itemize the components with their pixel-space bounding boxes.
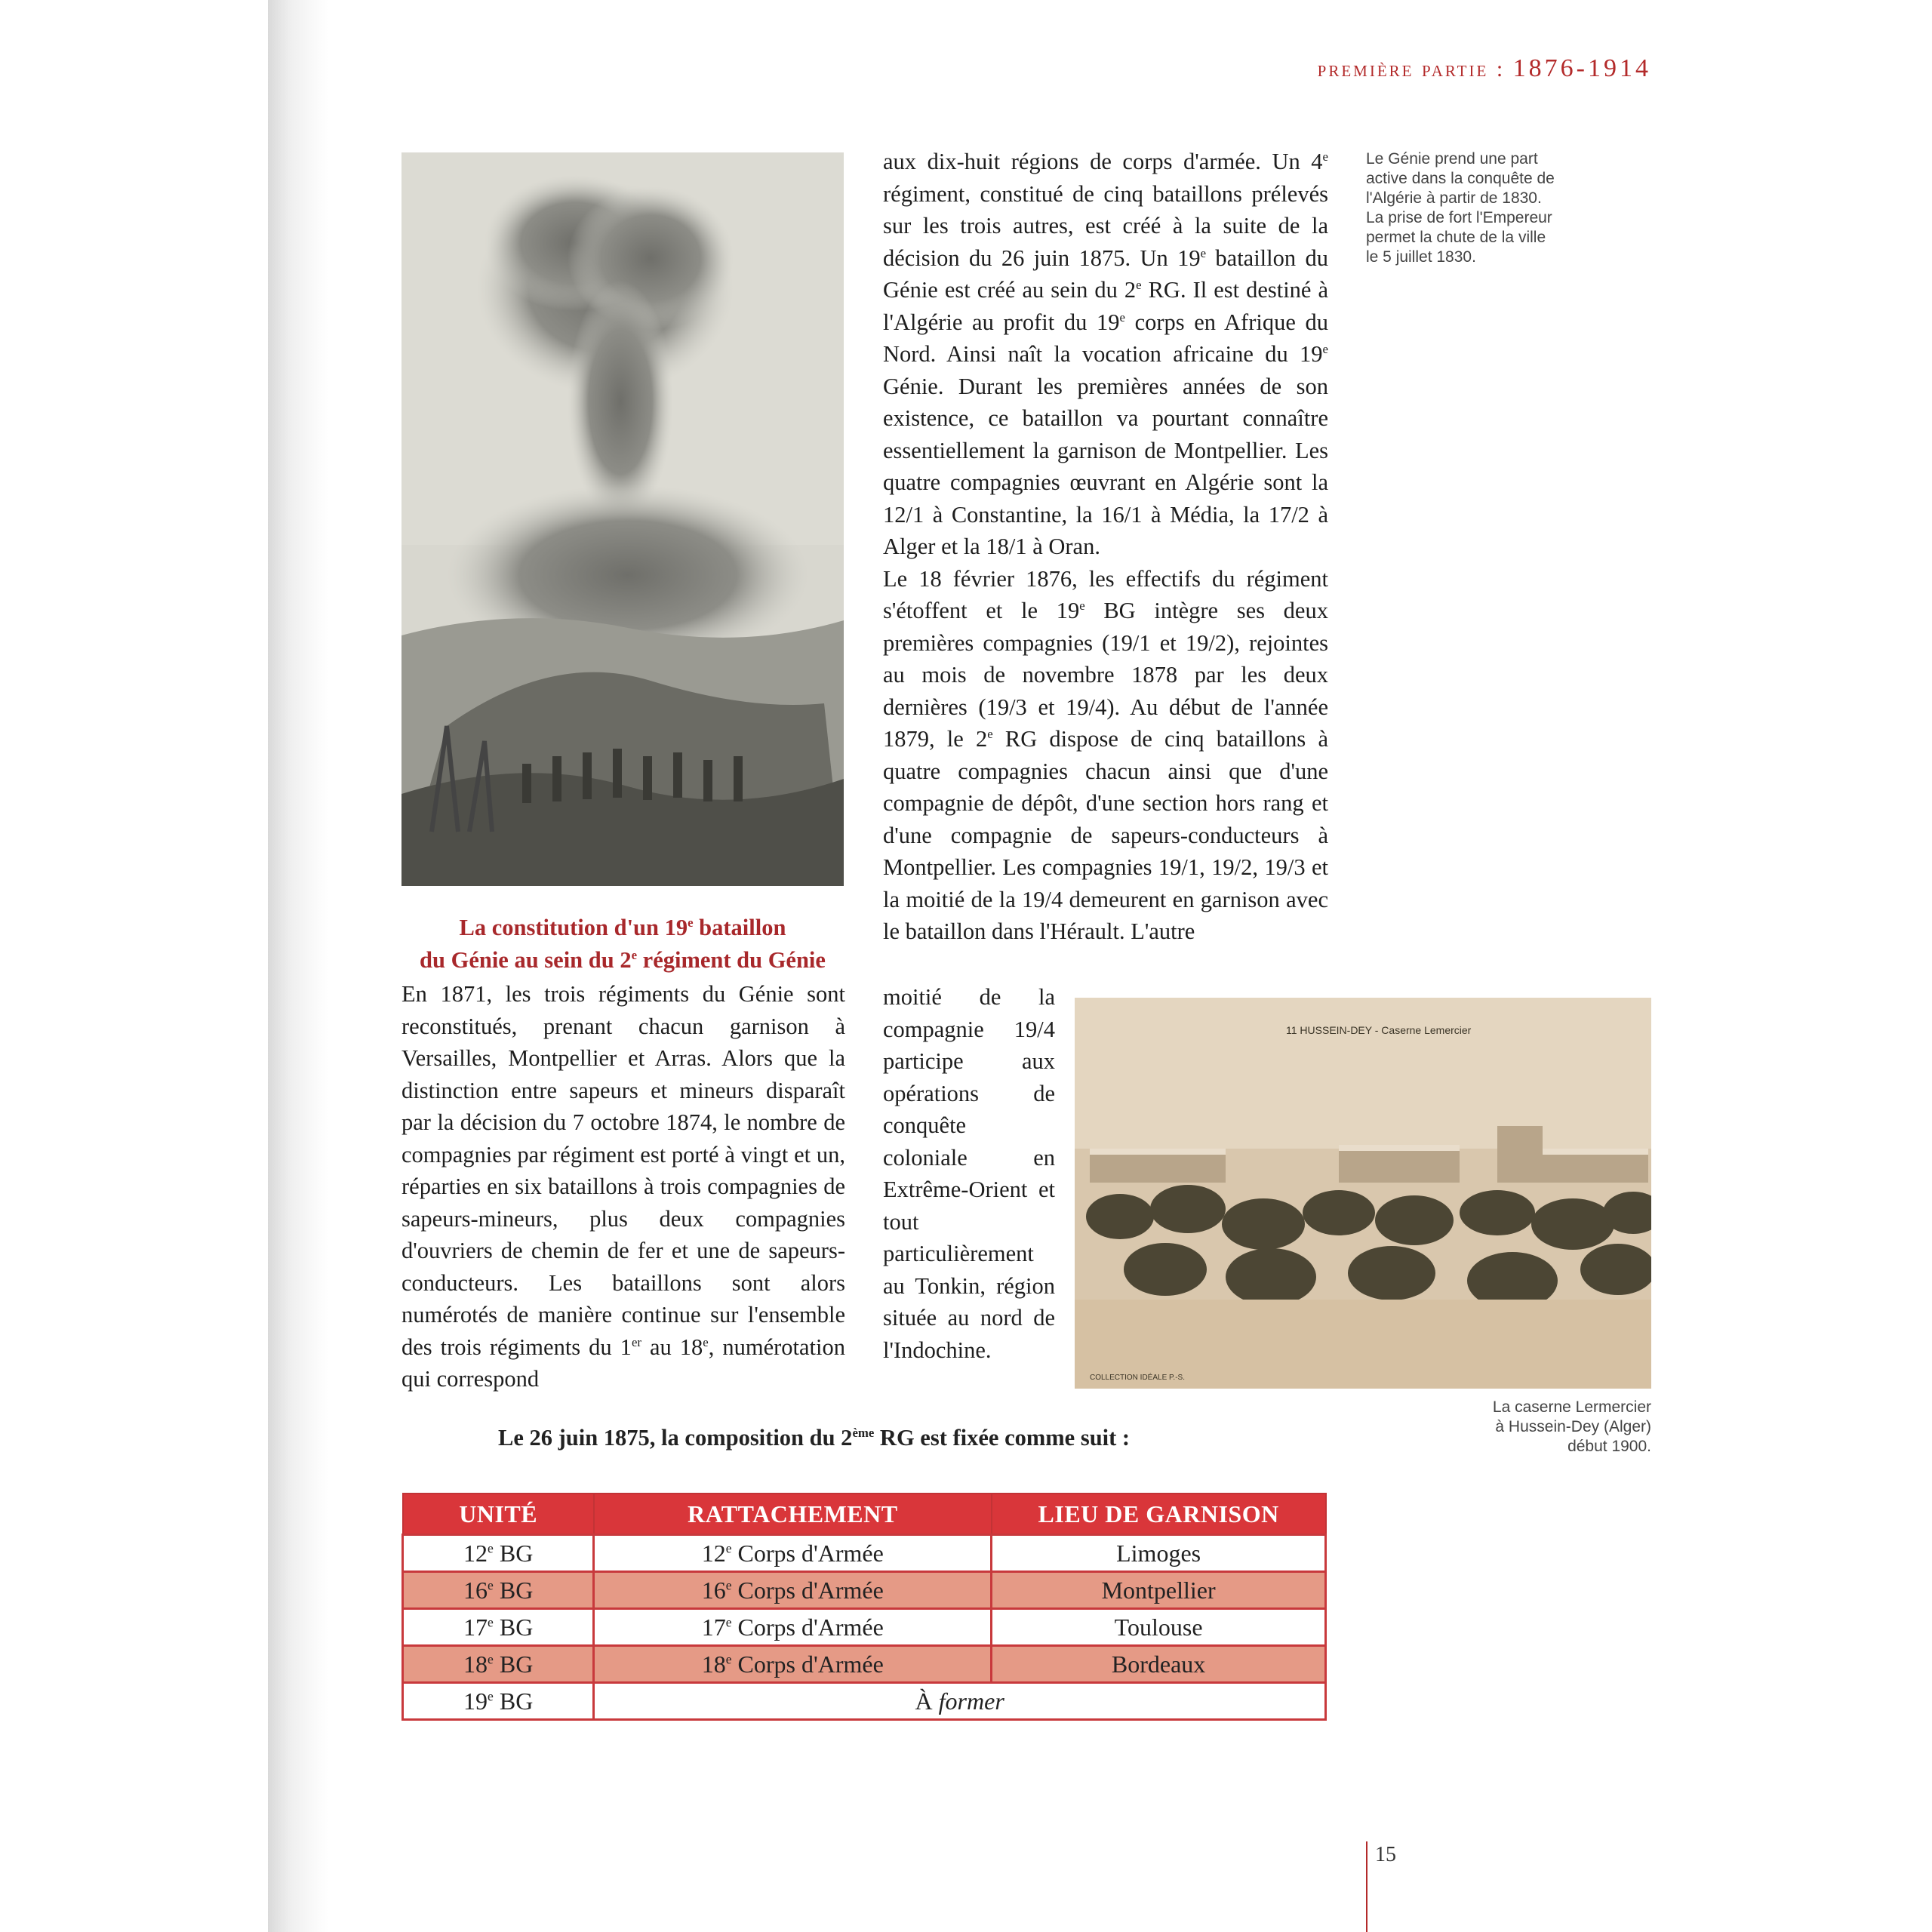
folio-rule xyxy=(1366,1841,1367,1932)
place-cell: Montpellier xyxy=(992,1572,1326,1609)
postcard-footer: COLLECTION IDÉALE P.-S. xyxy=(1090,1374,1185,1382)
page-number: 15 xyxy=(1375,1843,1396,1866)
running-head xyxy=(1318,54,1651,83)
caption-line: permet la chute de la ville xyxy=(1366,229,1546,246)
running-head-part: première partie : xyxy=(1317,57,1513,82)
corps-cell: 16e Corps d'Armée xyxy=(594,1572,992,1609)
column-header: UNITÉ xyxy=(403,1494,594,1535)
body-paragraph: aux dix-huit régions de corps d'armée. Un 4e régiment, constitué de cinq bataillons prélevés sur les trois autres, est créé à la suite de la décision du 26 juin 1875. Un 19e bataillon du Génie est créé au sein du 2e RG. Il est destiné à l'Algérie au profit du 19e corps en Afrique du Nord. Ainsi naît la vocation africaine du 19e Génie. Durant les premières années de son existence, ce bataillon va pourtant connaître essentiellement la garnison de Montpellier. Les quatre compagnies œuvrant en Algérie sont la 12/1 à Constantine, la 16/1 à Média, la 17/2 à Alger et la 18/1 à Oran. xyxy=(883,149,1328,559)
body-paragraph: moitié de la compagnie 19/4 participe aux opérations de conquête coloniale en Extrême-Orient et tout particulièrement au Tonkin, région située au nord de l'Indochine. xyxy=(883,984,1055,1363)
caption-line: l'Algérie à partir de 1830. xyxy=(1366,189,1542,207)
place-cell: Limoges xyxy=(992,1535,1326,1572)
table-header-row xyxy=(403,1494,1326,1535)
body-paragraph: En 1871, les trois régiments du Génie sont reconstitués, prenant chacun garnison à Versailles, Montpellier et Arras. Alors que la distinction entre sapeurs et mineurs disparaît par la décision du 7 octobre 1874, le nombre de compagnies par régiment est porté à vingt et un, réparties en six bataillons à trois compagnies de sapeurs-mineurs, plus deux compagnies d'ouvriers de chemin de fer et une de sapeurs-conducteurs. Les bataillons sont alors numérotés de manière continue sur l'ensemble des trois régiments du 1er au 18e, numérotation qui correspond xyxy=(401,981,845,1392)
corps-cell: 17e Corps d'Armée xyxy=(594,1609,992,1646)
caption-line: début 1900. xyxy=(1567,1438,1651,1455)
unit-cell: 19e BG xyxy=(403,1683,594,1720)
corps-cell: 18e Corps d'Armée xyxy=(594,1646,992,1683)
explosion-engraving-image xyxy=(401,152,844,886)
body-column-left xyxy=(401,978,845,1395)
section-title-line: La constitution d'un 19e bataillon xyxy=(459,915,786,940)
caption-line: La prise de fort l'Empereur xyxy=(1366,209,1552,226)
engraving-drawing xyxy=(401,152,844,886)
table-row xyxy=(403,1535,1326,1572)
section-title-line: du Génie au sein du 2e régiment du Génie xyxy=(420,946,826,973)
caption-line: active dans la conquête de xyxy=(1366,170,1555,187)
table-row xyxy=(403,1609,1326,1646)
table-row xyxy=(403,1572,1326,1609)
place-cell: Toulouse xyxy=(992,1609,1326,1646)
caption-line: le 5 juillet 1830. xyxy=(1366,248,1476,266)
garrison-table xyxy=(401,1493,1327,1721)
barracks-postcard-image xyxy=(1075,998,1651,1389)
caption-line: Le Génie prend une part xyxy=(1366,150,1538,168)
body-column-narrow xyxy=(883,981,1055,1366)
postcard-drawing xyxy=(1075,998,1651,1389)
to-be-formed-cell: À former xyxy=(594,1683,1326,1720)
column-header: LIEU DE GARNISON xyxy=(992,1494,1326,1535)
table-row xyxy=(403,1683,1326,1720)
body-paragraph: Le 18 février 1876, les effectifs du régiment s'étoffent et le 19e BG intègre ses deux premières compagnies (19/1 et 19/2), rejointes au mois de novembre 1878 par les deux dernières (19/3 et 19/4). Au début de l'année 1879, le 2e RG dispose de cinq bataillons à quatre compagnies chacun ainsi que d'une compagnie de dépôt, d'une section hors rang et d'une compagnie de sapeurs-conducteurs à Montpellier. Les compagnies 19/1, 19/2, 19/3 et la moitié de la 19/4 demeurent en garnison avec le bataillon dans l'Hérault. L'autre xyxy=(883,565,1329,944)
caption-line: à Hussein-Dey (Alger) xyxy=(1495,1418,1651,1435)
engraving-caption xyxy=(1366,149,1592,267)
column-header: RATTACHEMENT xyxy=(594,1494,992,1535)
table-row xyxy=(403,1646,1326,1683)
corps-cell: 12e Corps d'Armée xyxy=(594,1535,992,1572)
running-head-years: 1876-1914 xyxy=(1512,54,1651,82)
place-cell: Bordeaux xyxy=(992,1646,1326,1683)
unit-cell: 16e BG xyxy=(403,1572,594,1609)
postcard-caption xyxy=(1425,1398,1651,1457)
table-heading: Le 26 juin 1875, la composition du 2ème RG est fixée comme suit : xyxy=(498,1425,1131,1451)
unit-cell: 12e BG xyxy=(403,1535,594,1572)
body-column-right xyxy=(883,146,1328,948)
unit-cell: 18e BG xyxy=(403,1646,594,1683)
section-title xyxy=(400,912,845,976)
postcard-title: 11 HUSSEIN-DEY - Caserne Lemercier xyxy=(1286,1024,1472,1036)
unit-cell: 17e BG xyxy=(403,1609,594,1646)
caption-line: La caserne Lermercier xyxy=(1492,1398,1651,1416)
